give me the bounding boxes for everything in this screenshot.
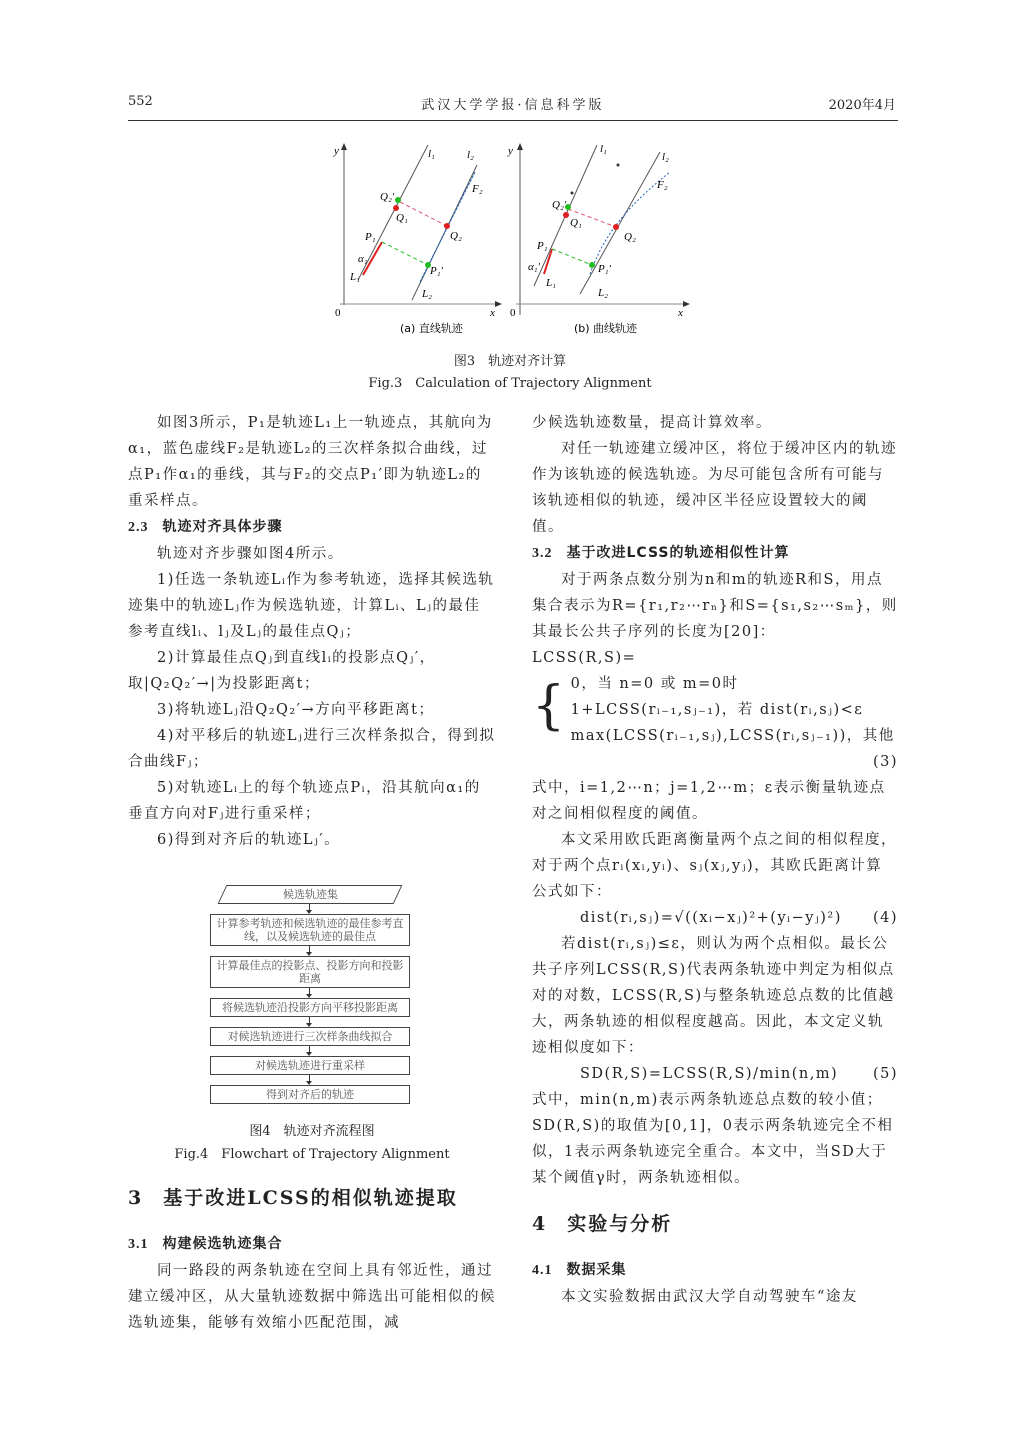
b-l2: l₂ xyxy=(662,151,669,163)
equation-4: dist(rᵢ,sⱼ)=√((xᵢ−xⱼ)²+(yᵢ−yⱼ)²) (4) xyxy=(580,910,898,926)
right-column xyxy=(532,410,898,1310)
paragraph: 若dist(rᵢ,sⱼ)≤ε，则认为两个点相似。最长公共子序列LCSS(R,S)代表两条轨迹中判定为相似点对的对数，LCSS(R,S)与整条轨迹总点数的比值越大，两条轨迹的相似程度越高。因此，本文定义轨迹相似度如下： xyxy=(532,936,895,1056)
a-y-label: y xyxy=(334,145,339,157)
b-y-label: y xyxy=(508,145,513,157)
b-origin: 0 xyxy=(510,307,516,319)
figure-3-caption-cn: 图3 轨迹对齐计算 xyxy=(453,354,567,369)
step-6: 6)得到对齐后的轨迹Lⱼ′。 xyxy=(157,832,341,848)
panel-a-caption: (a) 直线轨迹 xyxy=(400,322,463,335)
paragraph: 同一路段的两条轨迹在空间上具有邻近性，通过建立缓冲区，从大量轨迹数据中筛选出可能相似的候选轨迹集，能够有效缩小匹配范围，减 xyxy=(128,1263,496,1331)
equation-3-lhs: LCSS(R,S)= xyxy=(532,650,637,666)
flowchart-figure-4 xyxy=(210,885,410,1104)
a-L2: L₂ xyxy=(422,288,432,300)
eq3-case-2: 1+LCSS(rᵢ₋₁,sⱼ₋₁)，若 dist(rᵢ,sⱼ)<ε xyxy=(570,702,864,718)
b-alpha: α₁′ xyxy=(528,261,541,273)
header-rule xyxy=(128,120,898,121)
b-l1: l₁ xyxy=(600,143,607,155)
running-header xyxy=(128,94,898,116)
section-heading-3: 3 基于改进LCSS的相似轨迹提取 xyxy=(128,1187,458,1209)
b-Q2: Q₂ xyxy=(624,231,636,243)
b-L1: L₁ xyxy=(546,277,556,289)
a-l2: l₂ xyxy=(467,149,474,161)
brace-icon: { xyxy=(532,676,567,736)
arrow-icon xyxy=(210,904,410,914)
figure-4-caption-cn: 图4 轨迹对齐流程图 xyxy=(249,1124,375,1139)
flow-step: 计算最佳点的投影点、投影方向和投影距离 xyxy=(210,956,410,988)
equation-3 xyxy=(532,671,898,749)
paragraph: 式中，min(n,m)表示两条轨迹总点数的较小值；SD(R,S)的取值为[0,1]，0表示两条轨迹完全不相似，1表示两条轨迹完全重合。本文中，当SD大于某个阈值γ时，两条轨迹相似。 xyxy=(532,1092,894,1186)
panel-b xyxy=(507,143,690,335)
paragraph: 对任一轨迹建立缓冲区，将位于缓冲区内的轨迹作为该轨迹的候选轨迹。为尽可能包含所有可能与该轨迹相似的轨迹，缓冲区半径应设置较大的阈值。 xyxy=(532,441,897,535)
step-1: 1)任选一条轨迹Lᵢ作为参考轨迹，选择其候选轨迹集中的轨迹Lⱼ作为候选轨迹，计算Lᵢ、Lⱼ的最佳参考直线lᵢ、lⱼ及Lⱼ的最佳点Qⱼ； xyxy=(128,572,495,640)
b-Q2p: Q₂′ xyxy=(552,199,567,211)
b-x-label: x xyxy=(678,307,683,319)
arrow-icon xyxy=(210,988,410,998)
a-origin: 0 xyxy=(335,307,341,319)
a-Q2p: Q₂′ xyxy=(380,191,395,203)
a-F2: F₂ xyxy=(472,183,483,195)
a-Q2: Q₂ xyxy=(450,230,462,242)
a-L1: L₁ xyxy=(350,271,360,283)
section-heading-4-1: 4.1 数据采集 xyxy=(532,1262,627,1278)
paragraph: 本文采用欧氏距离衡量两个点之间的相似程度，对于两个点rᵢ(xᵢ,yᵢ)、sⱼ(xⱼ,yⱼ)，其欧氏距离计算公式如下： xyxy=(532,832,897,900)
section-heading-4: 4 实验与分析 xyxy=(532,1213,673,1235)
paragraph: 式中，i=1,2⋯n；j=1,2⋯m；ε表示衡量轨迹点对之间相似程度的阈值。 xyxy=(532,780,886,822)
paragraph: 少候选轨迹数量，提高计算效率。 xyxy=(532,415,772,431)
a-P1p: P₁′ xyxy=(430,265,443,277)
a-P1: P₁ xyxy=(365,231,376,243)
arrow-icon xyxy=(210,946,410,956)
step-4: 4)对平移后的轨迹Lⱼ进行三次样条拟合，得到拟合曲线Fⱼ； xyxy=(128,728,496,770)
flow-step: 得到对齐后的轨迹 xyxy=(210,1085,410,1104)
b-L2: L₂ xyxy=(598,287,608,299)
journal-title: 武汉大学学报·信息科学版 xyxy=(421,98,605,113)
panel-b-caption: (b) 曲线轨迹 xyxy=(574,322,638,335)
flow-step: 计算参考轨迹和候选轨迹的最佳参考直线，以及候选轨迹的最佳点 xyxy=(210,914,410,946)
flow-step: 将候选轨迹沿投影方向平移投影距离 xyxy=(210,998,410,1017)
issue-date: 2020年4月 xyxy=(828,98,896,113)
step-5: 5)对轨迹Lᵢ上的每个轨迹点Pᵢ，沿其航向α₁的垂直方向对Fⱼ进行重采样； xyxy=(128,780,481,822)
step-3: 3)将轨迹Lⱼ沿Q₂Q₂′→方向平移距离t； xyxy=(157,702,435,718)
paragraph: 如图3所示，P₁是轨迹L₁上一轨迹点，其航向为α₁，蓝色虚线F₂是轨迹L₂的三次样条拟合曲线，过点P₁作α₁的垂线，其与F₂的交点P₁′即为轨迹L₂的重采样点。 xyxy=(128,415,493,509)
left-column-lower xyxy=(128,1183,496,1336)
a-x-label: x xyxy=(490,307,495,319)
b-F2: F₂ xyxy=(657,179,668,191)
arrow-icon xyxy=(210,1046,410,1056)
flow-step: 对候选轨迹进行重采样 xyxy=(210,1056,410,1075)
section-heading-3-1: 3.1 构建候选轨迹集合 xyxy=(128,1236,283,1252)
eq3-case-3: max(LCSS(rᵢ₋₁,sⱼ),LCSS(rᵢ,sⱼ₋₁))，其他 xyxy=(570,728,895,744)
page-number: 552 xyxy=(128,94,153,109)
eq3-case-1: 0，当 n=0 或 m=0时 xyxy=(570,676,739,692)
b-P1: P₁ xyxy=(537,240,548,252)
figure-3 xyxy=(330,140,700,340)
equation-5: SD(R,S)=LCSS(R,S)/min(n,m) (5) xyxy=(580,1066,898,1082)
figure-4-caption-en: Fig.4 Flowchart of Trajectory Alignment xyxy=(174,1147,450,1162)
b-P1p: P₁′ xyxy=(598,263,611,275)
flow-step-input: 候选轨迹集 xyxy=(218,885,403,904)
eq3-number: (3) xyxy=(872,754,898,770)
a-alpha: α₁ xyxy=(358,253,368,265)
b-Q1: Q₁ xyxy=(570,217,582,229)
paragraph: 对于两条点数分别为n和m的轨迹R和S，用点集合表示为R={r₁,r₂⋯rₙ}和S={s₁,s₂⋯sₘ}，则其最长公共子序列的长度为[20]： xyxy=(532,572,898,640)
a-Q1: Q₁ xyxy=(396,212,408,224)
section-heading-3-2: 3.2 基于改进LCSS的轨迹相似性计算 xyxy=(532,545,790,561)
left-column xyxy=(128,410,496,853)
arrow-icon xyxy=(210,1017,410,1027)
flow-step: 对候选轨迹进行三次样条曲线拟合 xyxy=(210,1027,410,1046)
panel-a xyxy=(333,143,502,335)
step-2: 2)计算最佳点Qⱼ到直线lᵢ的投影点Qⱼ′，取|Q₂Q₂′→|为投影距离t； xyxy=(128,650,436,692)
paragraph: 本文实验数据由武汉大学自动驾驶车“途友 xyxy=(561,1289,858,1305)
figure-3-caption-en: Fig.3 Calculation of Trajectory Alignment xyxy=(368,376,652,391)
section-heading-2-3: 2.3 轨迹对齐具体步骤 xyxy=(128,519,283,535)
paragraph: 轨迹对齐步骤如图4所示。 xyxy=(157,546,344,562)
arrow-icon xyxy=(210,1075,410,1085)
a-l1: l₁ xyxy=(428,148,435,160)
